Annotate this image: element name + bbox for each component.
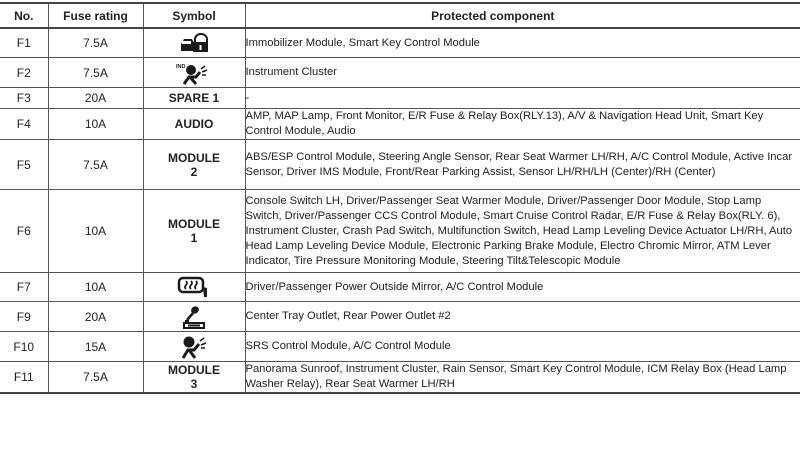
fuse-rating: 20A	[48, 88, 143, 109]
table-row	[0, 109, 800, 140]
header-symbol: Symbol	[143, 3, 245, 28]
fuse-symbol	[143, 28, 245, 58]
fuse-number: F6	[0, 190, 48, 273]
fuse-symbol	[143, 58, 245, 88]
header-protected-component: Protected component	[245, 3, 800, 28]
airbag-indicator-icon	[174, 61, 214, 85]
symbol-sub-label: 1	[190, 231, 198, 245]
fuse-rating: 7.5A	[48, 362, 143, 394]
table-row	[0, 190, 800, 273]
heated-mirror-icon	[177, 276, 211, 298]
table-row	[0, 273, 800, 302]
fuse-symbol	[143, 190, 245, 273]
fuse-symbol	[143, 140, 245, 190]
fuse-number: F3	[0, 88, 48, 109]
symbol-sub-label: 3	[190, 377, 198, 391]
fuse-number: F10	[0, 332, 48, 362]
airbag-icon	[180, 335, 208, 359]
fuse-rating: 15A	[48, 332, 143, 362]
protected-component: ABS/ESP Control Module, Steering Angle Sensor, Rear Seat Warmer LH/RH, A/C Control Module, Active Incar Sensor, Driver IMS Module, Front/Rear Parking Assist, Sensor LH/RH/LH (Center)/RH (Center)	[245, 140, 800, 190]
fuse-rating: 7.5A	[48, 58, 143, 88]
header-fuse-rating: Fuse rating	[48, 3, 143, 28]
fuse-number: F4	[0, 109, 48, 140]
fuse-table	[0, 2, 800, 394]
table-header-row	[0, 3, 800, 28]
protected-component: AMP, MAP Lamp, Front Monitor, E/R Fuse & Relay Box(RLY.13), A/V & Navigation Head Unit, Smart Key Control Module, Audio	[245, 109, 800, 140]
fuse-number: F1	[0, 28, 48, 58]
symbol-label: MODULE	[168, 217, 220, 231]
fuse-symbol	[143, 273, 245, 302]
ind-label: IND	[176, 63, 186, 70]
fuse-symbol	[143, 302, 245, 332]
table-row	[0, 140, 800, 190]
fuse-symbol: SPARE 1	[143, 88, 245, 109]
fuse-number: F11	[0, 362, 48, 394]
fuse-number: F7	[0, 273, 48, 302]
immobilizer-lock-icon	[179, 33, 209, 53]
protected-component: Center Tray Outlet, Rear Power Outlet #2	[245, 302, 800, 332]
table-row	[0, 58, 800, 88]
table-row	[0, 332, 800, 362]
protected-component: -	[245, 88, 800, 109]
table-row	[0, 302, 800, 332]
fuse-number: F2	[0, 58, 48, 88]
fuse-rating: 10A	[48, 273, 143, 302]
header-no: No.	[0, 3, 48, 28]
protected-component: Immobilizer Module, Smart Key Control Module	[245, 28, 800, 58]
power-outlet-icon	[181, 305, 207, 329]
fuse-rating: 10A	[48, 190, 143, 273]
symbol-label: MODULE	[168, 363, 220, 377]
fuse-rating: 7.5A	[48, 28, 143, 58]
symbol-sub-label: 2	[190, 164, 198, 179]
fuse-rating: 7.5A	[48, 140, 143, 190]
fuse-number: F9	[0, 302, 48, 332]
protected-component: Panorama Sunroof, Instrument Cluster, Rain Sensor, Smart Key Control Module, ICM Relay Box (Head Lamp Washer Relay), Rear Seat Warmer LH/RH	[245, 362, 800, 394]
protected-component: SRS Control Module, A/C Control Module	[245, 332, 800, 362]
symbol-label: MODULE	[168, 150, 220, 165]
protected-component: Console Switch LH, Driver/Passenger Seat Warmer Module, Driver/Passenger Door Module, Stop Lamp Switch, Driver/Passenger CCS Control Module, Smart Cruise Control Radar, E/R Fuse & Relay Box(RLY. 6), Instrument Cluster, Crash Pad Switch, Multifunction Switch, Head Lamp Leveling Device Actuator LH/RH, Auto Head Lamp Leveling Device Module, Electronic Parking Brake Module, Electro Chromic Mirror, ATM Lever Indicator, Tire Pressure Monitoring Module, Steering Tilt&Telescopic Module	[245, 190, 800, 273]
fuse-symbol	[143, 332, 245, 362]
fuse-symbol: AUDIO	[143, 109, 245, 140]
table-row	[0, 88, 800, 109]
protected-component: Driver/Passenger Power Outside Mirror, A/C Control Module	[245, 273, 800, 302]
table-row	[0, 362, 800, 394]
table-row	[0, 28, 800, 58]
protected-component: Instrument Cluster	[245, 58, 800, 88]
fuse-number: F5	[0, 140, 48, 190]
fuse-rating: 20A	[48, 302, 143, 332]
fuse-symbol	[143, 362, 245, 394]
fuse-rating: 10A	[48, 109, 143, 140]
